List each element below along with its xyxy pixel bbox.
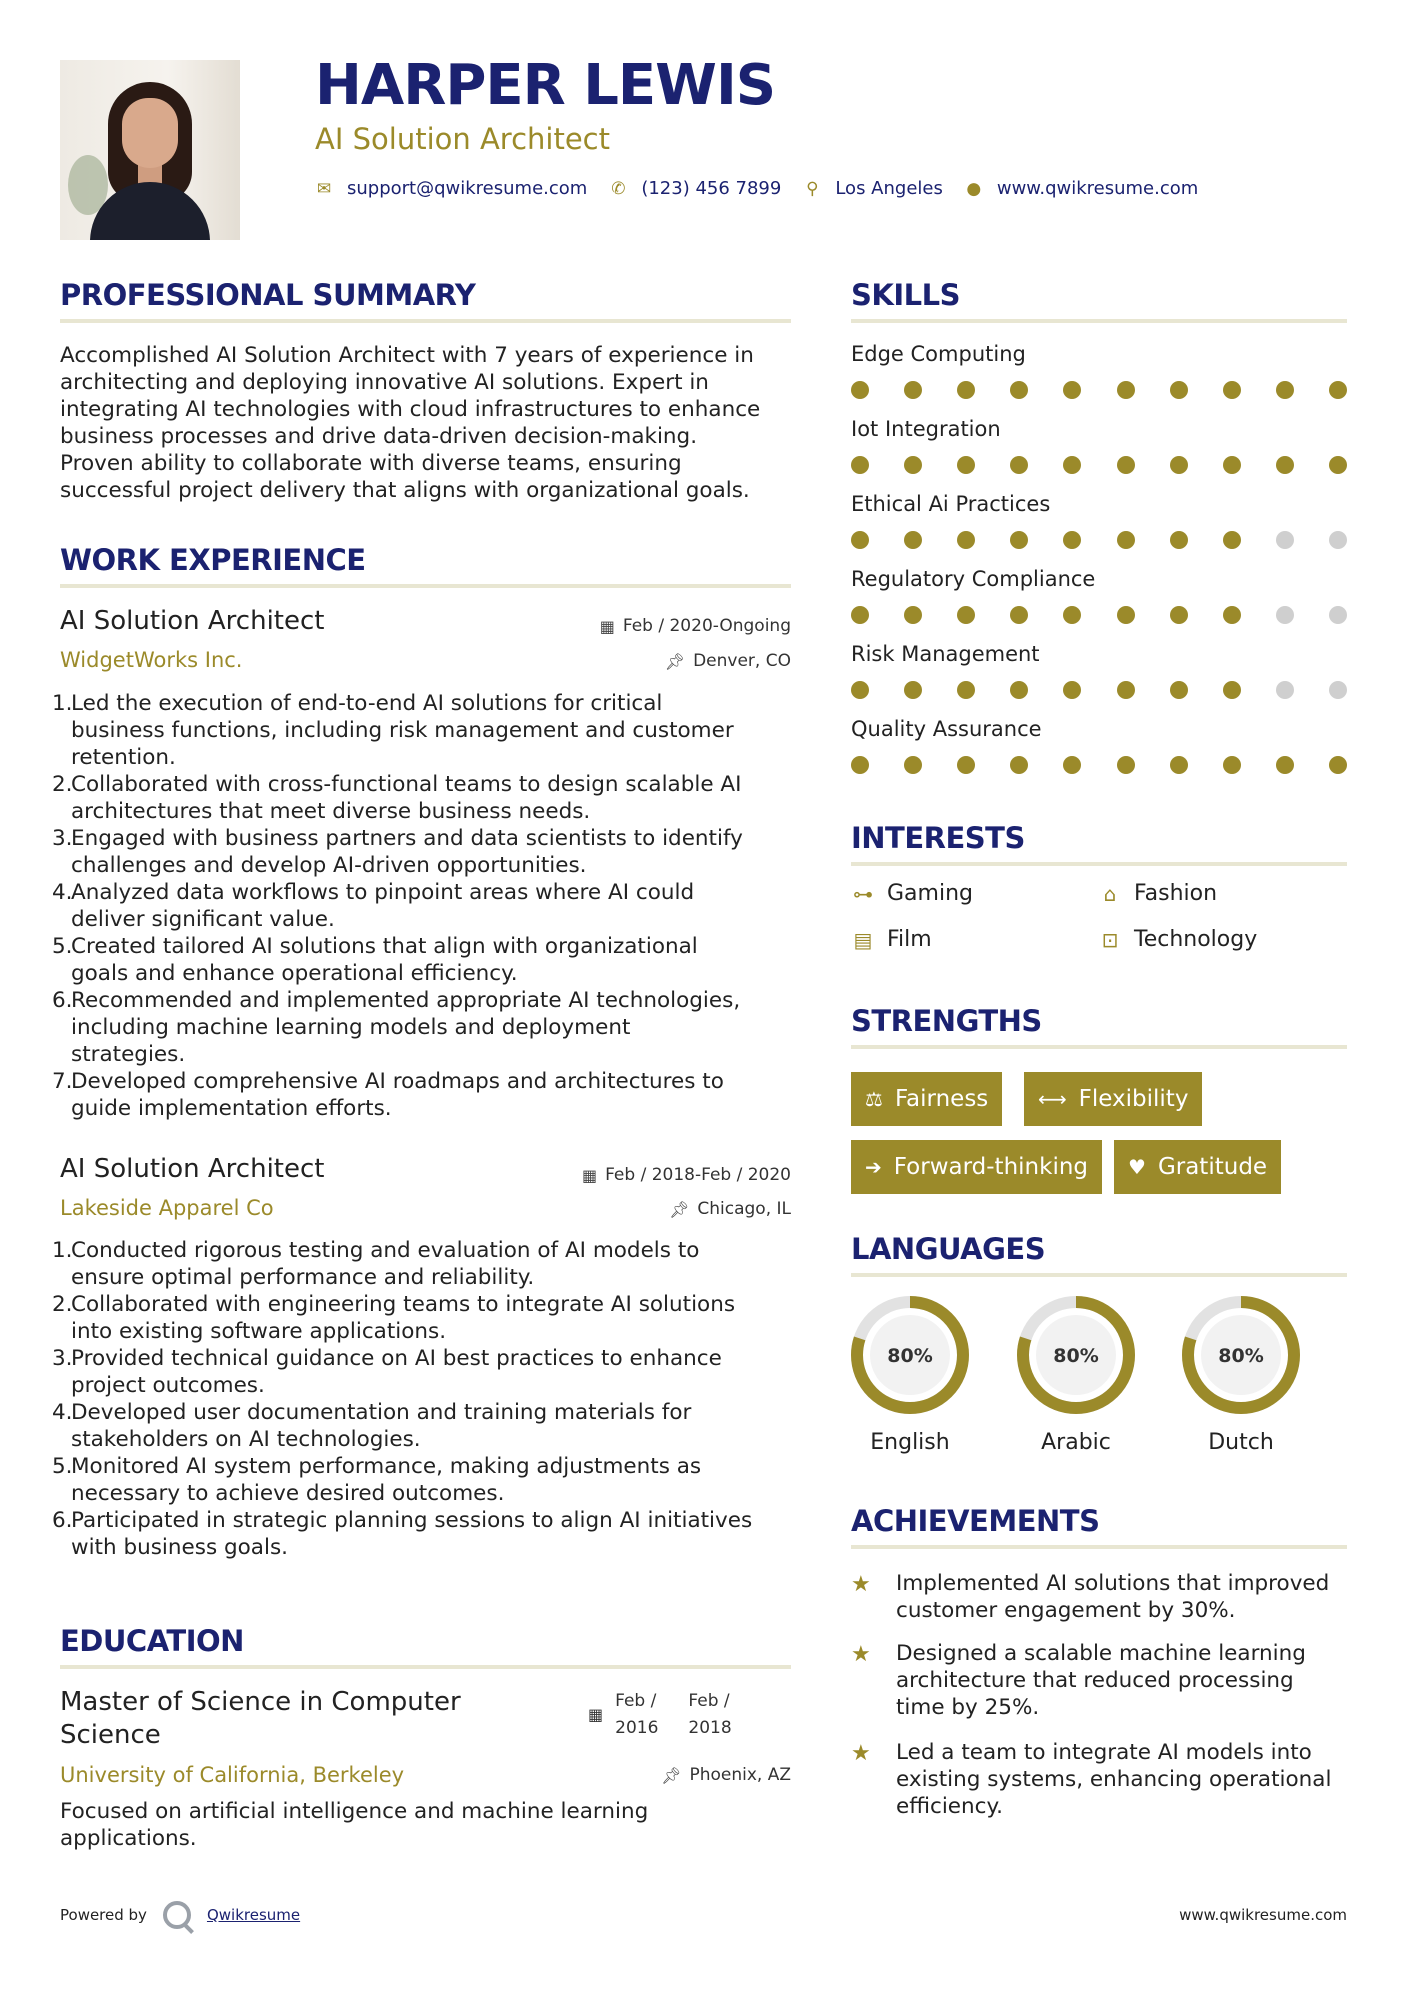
strength-chip: ♥ Gratitude	[1114, 1140, 1281, 1194]
rating-dot-filled	[1010, 531, 1028, 549]
skills-heading: SKILLS	[851, 278, 960, 312]
job-location: 📌︎ Chicago, IL	[669, 1199, 791, 1219]
candidate-title: AI Solution Architect	[315, 122, 610, 156]
star-badge-icon: ★	[851, 1741, 871, 1766]
star-badge-icon: ★	[851, 1572, 871, 1597]
rating-dot-filled	[1223, 531, 1241, 549]
rating-dot-filled	[851, 531, 869, 549]
rating-dot-filled	[1329, 756, 1347, 774]
contact-phone[interactable]	[609, 178, 781, 199]
calendar-icon: ▦	[599, 616, 615, 636]
list-item: 5. Monitored AI system performance, making adjustments as necessary to achieve desired outcomes.	[52, 1454, 702, 1506]
qwikresume-logo-icon	[163, 1901, 191, 1929]
rating-dot-filled	[904, 381, 922, 399]
language-name: English	[870, 1430, 950, 1455]
interests-heading: INTERESTS	[851, 821, 1025, 855]
language-percent-label: 80%	[1053, 1345, 1099, 1367]
rating-dot-filled	[1170, 531, 1188, 549]
rating-dot-filled	[1010, 681, 1028, 699]
rating-dot-filled	[1329, 381, 1347, 399]
scale-icon: ⚖	[865, 1087, 883, 1111]
list-item: 6. Recommended and implemented appropriate AI technologies, including machine learning models and deployment strategies.	[52, 988, 741, 1067]
achievements-divider	[851, 1545, 1347, 1549]
school-name: University of California, Berkeley	[60, 1763, 405, 1787]
rating-dot-filled	[1223, 681, 1241, 699]
contact-bar	[315, 178, 1220, 199]
rating-dot-filled	[904, 606, 922, 624]
rating-dot-filled	[1010, 456, 1028, 474]
language-percent-label: 80%	[887, 1345, 933, 1367]
summary-text: Accomplished AI Solution Architect with 7 years of experience in architecting and deploying innovative AI solutions. Expert in integrating AI technologies with cloud infrastructures to enhance business processes and drive data-driven decision-making. Proven ability to collaborate with diverse teams, ensuring successful project delivery that aligns with organizational goals.	[60, 343, 761, 503]
skill-name: Risk Management	[851, 642, 1040, 666]
rating-dot-filled	[1010, 381, 1028, 399]
job-dates: ▦ Feb / 2020-Ongoing	[599, 616, 791, 636]
rating-dot-filled	[904, 681, 922, 699]
email-text: support@qwikresume.com	[347, 178, 588, 199]
rating-dot-empty	[1329, 531, 1347, 549]
strength-chip: ⚖ Fairness	[851, 1072, 1002, 1126]
rating-dot-filled	[1170, 681, 1188, 699]
envelope-icon: ✉	[316, 178, 332, 199]
calendar-icon: ▦	[581, 1165, 598, 1185]
bag-icon: ⌂	[1103, 881, 1117, 906]
film-icon: ▤	[853, 927, 873, 952]
rating-dot-filled	[904, 531, 922, 549]
skill-name: Regulatory Compliance	[851, 567, 1096, 591]
skills-divider	[851, 319, 1347, 323]
job-dates: ▦ Feb / 2018-Feb / 2020	[581, 1165, 791, 1185]
rating-dot-filled	[1223, 381, 1241, 399]
strengths-heading: STRENGTHS	[851, 1004, 1042, 1038]
education-divider	[60, 1665, 791, 1669]
achievement-item: ★ Designed a scalable machine learning architecture that reduced processing time by 25%.	[851, 1641, 1306, 1720]
company-name: WidgetWorks Inc.	[60, 648, 243, 672]
arrow-right-icon: ➔	[865, 1155, 882, 1179]
languages-heading: LANGUAGES	[851, 1232, 1046, 1266]
skill-rating	[851, 606, 1347, 624]
pin-icon: 📌︎	[661, 1765, 682, 1785]
list-item: 2. Collaborated with engineering teams to integrate AI solutions into existing software applications.	[52, 1292, 736, 1344]
rating-dot-filled	[1063, 456, 1081, 474]
laptop-icon: ⊡	[1101, 927, 1119, 952]
phone-icon: ✆	[611, 178, 626, 199]
language-name: Arabic	[1041, 1430, 1111, 1455]
pin-icon: 📌︎	[664, 651, 686, 671]
job-title: AI Solution Architect	[60, 606, 325, 636]
education-dates: ▦ Feb / 2016 Feb / 2018	[588, 1688, 732, 1742]
rating-dot-filled	[1329, 456, 1347, 474]
skill-rating	[851, 531, 1347, 549]
rating-dot-empty	[1276, 606, 1294, 624]
rating-dot-filled	[1063, 531, 1081, 549]
phone-text: (123) 456 7899	[641, 178, 782, 199]
rating-dot-filled	[1117, 756, 1135, 774]
rating-dot-filled	[957, 456, 975, 474]
rating-dot-filled	[851, 681, 869, 699]
company-name: Lakeside Apparel Co	[60, 1196, 274, 1220]
skill-name: Quality Assurance	[851, 717, 1042, 741]
rating-dot-filled	[904, 756, 922, 774]
rating-dot-filled	[1010, 606, 1028, 624]
strength-chip: ➔ Forward-thinking	[851, 1140, 1102, 1194]
list-item: 4. Developed user documentation and training materials for stakeholders on AI technologies.	[52, 1400, 692, 1452]
degree-title: Master of Science in Computer Science	[60, 1687, 461, 1750]
footer-powered-by: Powered by Qwikresume	[60, 1901, 300, 1929]
rating-dot-filled	[1063, 606, 1081, 624]
job-location: 📌︎ Denver, CO	[664, 651, 791, 671]
interest-item-technology: ⊡ Technology	[1098, 927, 1257, 952]
interest-item-film: ▤ Film	[851, 927, 932, 952]
contact-location	[803, 178, 943, 199]
list-item: 6. Participated in strategic planning sessions to align AI initiatives with business goals.	[52, 1508, 753, 1560]
rating-dot-filled	[851, 756, 869, 774]
interests-divider	[851, 862, 1347, 866]
list-item: 1. Led the execution of end-to-end AI solutions for critical business functions, including risk management and customer retention.	[52, 691, 734, 770]
language-progress-ring	[849, 1294, 971, 1416]
contact-website[interactable]	[965, 178, 1198, 199]
pin-icon: 📌︎	[669, 1199, 690, 1219]
rating-dot-filled	[1117, 681, 1135, 699]
list-item: 1. Conducted rigorous testing and evaluation of AI models to ensure optimal performance and reliability.	[52, 1238, 700, 1290]
rating-dot-filled	[1170, 456, 1188, 474]
rating-dot-filled	[957, 681, 975, 699]
rating-dot-filled	[1117, 606, 1135, 624]
education-heading: EDUCATION	[60, 1624, 244, 1658]
footer-brand-link[interactable]: Qwikresume	[206, 1906, 301, 1924]
job-duties-list	[52, 690, 797, 1122]
rating-dot-filled	[957, 531, 975, 549]
list-item: 5. Created tailored AI solutions that align with organizational goals and enhance operational efficiency.	[52, 934, 698, 986]
website-text: www.qwikresume.com	[996, 178, 1199, 199]
heart-icon: ♥	[1128, 1155, 1146, 1179]
rating-dot-filled	[1117, 456, 1135, 474]
rating-dot-filled	[1117, 531, 1135, 549]
rating-dot-filled	[1276, 381, 1294, 399]
rating-dot-filled	[1223, 756, 1241, 774]
skill-name: Iot Integration	[851, 417, 1001, 441]
languages-divider	[851, 1273, 1347, 1277]
star-badge-icon: ★	[851, 1642, 871, 1667]
achievements-heading: ACHIEVEMENTS	[851, 1504, 1100, 1538]
list-item: 4. Analyzed data workflows to pinpoint areas where AI could deliver significant value.	[52, 880, 695, 932]
rating-dot-filled	[1063, 381, 1081, 399]
calendar-icon: ▦	[588, 1705, 604, 1724]
candidate-name: HARPER LEWIS	[315, 53, 776, 118]
list-item: 2. Collaborated with cross-functional teams to design scalable AI architectures that meet diverse business needs.	[52, 772, 742, 824]
rating-dot-filled	[1170, 606, 1188, 624]
list-item: 3. Provided technical guidance on AI best practices to enhance project outcomes.	[52, 1346, 722, 1398]
strength-chip: ⟷ Flexibility	[1024, 1072, 1202, 1126]
skill-rating	[851, 381, 1347, 399]
rating-dot-filled	[1117, 381, 1135, 399]
summary-heading: PROFESSIONAL SUMMARY	[60, 278, 476, 312]
interest-item-fashion: ⌂ Fashion	[1098, 881, 1217, 906]
strengths-divider	[851, 1045, 1347, 1049]
rating-dot-filled	[1223, 456, 1241, 474]
gamepad-icon: ⊶	[853, 881, 873, 906]
footer-site-link[interactable]: www.qwikresume.com	[1179, 1906, 1347, 1924]
rating-dot-filled	[1170, 381, 1188, 399]
education-description: Focused on artificial intelligence and machine learning applications.	[60, 1799, 649, 1851]
experience-heading: WORK EXPERIENCE	[60, 543, 366, 577]
rating-dot-filled	[1223, 606, 1241, 624]
rating-dot-filled	[957, 381, 975, 399]
rating-dot-filled	[1276, 756, 1294, 774]
profile-photo	[60, 60, 240, 240]
rating-dot-filled	[851, 456, 869, 474]
rating-dot-filled	[851, 606, 869, 624]
contact-email[interactable]	[315, 178, 587, 199]
rating-dot-empty	[1276, 681, 1294, 699]
list-item: 7. Developed comprehensive AI roadmaps and architectures to guide implementation efforts.	[52, 1069, 724, 1121]
skill-rating	[851, 456, 1347, 474]
summary-divider	[60, 319, 791, 323]
rating-dot-filled	[1170, 756, 1188, 774]
globe-icon: ●	[966, 178, 982, 199]
rating-dot-empty	[1276, 531, 1294, 549]
language-progress-ring	[1015, 1294, 1137, 1416]
language-name: Dutch	[1208, 1430, 1274, 1455]
rating-dot-filled	[957, 606, 975, 624]
skill-name: Edge Computing	[851, 342, 1026, 366]
job-title: AI Solution Architect	[60, 1154, 325, 1184]
arrows-icon: ⟷	[1038, 1087, 1067, 1111]
education-location: 📌︎ Phoenix, AZ	[661, 1765, 791, 1785]
rating-dot-empty	[1329, 681, 1347, 699]
rating-dot-filled	[851, 381, 869, 399]
achievement-item: ★ Implemented AI solutions that improved customer engagement by 30%.	[851, 1571, 1330, 1623]
rating-dot-empty	[1329, 606, 1347, 624]
language-percent-label: 80%	[1218, 1345, 1264, 1367]
rating-dot-filled	[1063, 756, 1081, 774]
list-item: 3. Engaged with business partners and data scientists to identify challenges and develop AI-driven opportunities.	[52, 826, 743, 878]
language-progress-ring	[1180, 1294, 1302, 1416]
rating-dot-filled	[957, 756, 975, 774]
skill-rating	[851, 756, 1347, 774]
location-text: Los Angeles	[835, 178, 943, 199]
skill-rating	[851, 681, 1347, 699]
achievement-item: ★ Led a team to integrate AI models into existing systems, enhancing operational efficiency.	[851, 1740, 1332, 1819]
rating-dot-filled	[1010, 756, 1028, 774]
interest-item-gaming: ⊶ Gaming	[853, 881, 973, 906]
rating-dot-filled	[1063, 681, 1081, 699]
experience-divider	[60, 584, 791, 588]
rating-dot-filled	[904, 456, 922, 474]
rating-dot-filled	[1276, 456, 1294, 474]
map-pin-icon: ⚲	[806, 178, 819, 199]
job-duties-list	[52, 1237, 797, 1561]
skill-name: Ethical Ai Practices	[851, 492, 1051, 516]
